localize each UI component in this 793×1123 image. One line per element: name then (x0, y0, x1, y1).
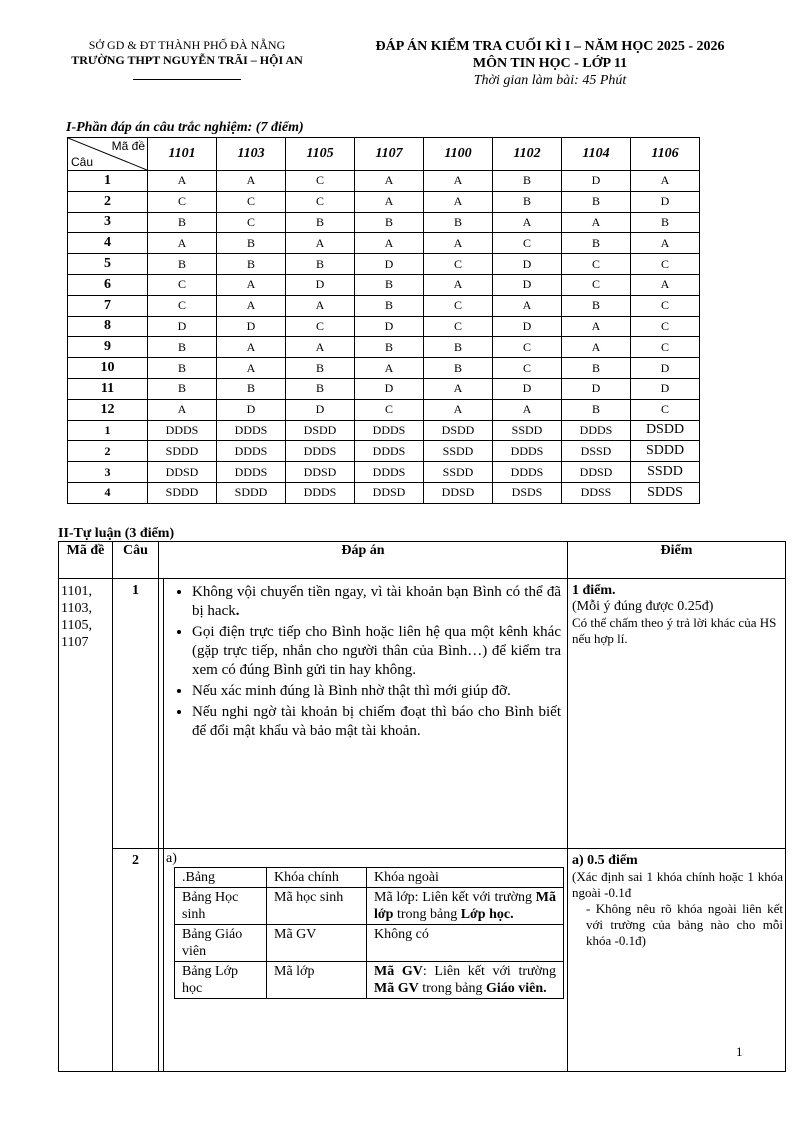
answer-bullet-list (164, 579, 567, 741)
question-number: 3 (68, 212, 148, 233)
answer-cell: A (424, 233, 493, 254)
answer-cell: SSDD (493, 420, 562, 441)
essay-header-points: Điểm (568, 542, 786, 579)
answer-cell: A (355, 233, 424, 254)
answer-cell: B (562, 399, 631, 420)
answer-cell: A (217, 171, 286, 192)
essay-header-row (59, 542, 786, 579)
essay-answer-q1 (159, 579, 568, 849)
answer-cell: B (148, 358, 217, 379)
answer-cell: A (355, 358, 424, 379)
answer-cell: C (148, 274, 217, 295)
answer-cell: A (631, 274, 700, 295)
document-title: ĐÁP ÁN KIỂM TRA CUỐI KÌ I – NĂM HỌC 2025 - 2026 (375, 39, 725, 54)
answer-cell: A (562, 212, 631, 233)
table-name: Bảng Giáo viên (175, 925, 267, 962)
answer-cell: DDDS (493, 462, 562, 483)
fk-bold: Mã GV (374, 964, 423, 979)
question-number: 8 (68, 316, 148, 337)
essay-question-number: 1 (113, 579, 159, 849)
fk-bold: Lớp học. (460, 907, 514, 922)
answer-cell: A (631, 171, 700, 192)
answer-cell: A (148, 399, 217, 420)
points-note: - Không nêu rõ khóa ngoài liên kết với trường của bảng nào cho mỗi khóa -0.1đ) (586, 901, 783, 948)
answer-cell: DDDS (355, 441, 424, 462)
answer-cell: SDDS (631, 482, 700, 503)
answer-bullet (192, 583, 561, 621)
essay-table (58, 541, 786, 1072)
code-header: 1103 (217, 138, 286, 171)
answer-cell: DDDS (286, 441, 355, 462)
answer-cell: B (148, 337, 217, 358)
answer-cell: A (424, 378, 493, 399)
question-number: 5 (68, 254, 148, 275)
answer-cell: D (562, 378, 631, 399)
answer-cell: SDDD (217, 482, 286, 503)
corner-question-label: Câu (71, 155, 94, 169)
answer-cell: A (631, 233, 700, 254)
answer-cell: B (355, 295, 424, 316)
answer-cell: B (493, 171, 562, 192)
mc-row (68, 274, 700, 295)
answer-cell: DDDS (217, 420, 286, 441)
question-number: 10 (68, 358, 148, 379)
answer-cell: DDDS (217, 462, 286, 483)
question-number: 11 (68, 378, 148, 399)
mc-header-row (68, 138, 700, 171)
answer-cell: D (217, 316, 286, 337)
foreign-key (367, 962, 564, 999)
mc-row (68, 254, 700, 275)
answer-cell: C (286, 171, 355, 192)
mc-row (68, 420, 700, 441)
mc-body (68, 171, 700, 504)
answer-cell: B (562, 295, 631, 316)
answer-cell: DDSD (562, 462, 631, 483)
answer-cell: SDDD (631, 441, 700, 462)
answer-cell: C (424, 295, 493, 316)
header-right (330, 39, 770, 89)
code-header: 1102 (493, 138, 562, 171)
keys-table (174, 867, 564, 999)
answer-cell: C (217, 191, 286, 212)
answer-cell: A (355, 191, 424, 212)
mc-row (68, 295, 700, 316)
mc-row (68, 462, 700, 483)
answer-cell: D (148, 316, 217, 337)
answer-cell: A (217, 295, 286, 316)
question-number: 12 (68, 399, 148, 420)
answer-cell: C (424, 254, 493, 275)
answer-cell: A (148, 233, 217, 254)
fk-bold: Mã GV (374, 981, 419, 996)
answer-cell: B (148, 212, 217, 233)
points-title: 1 điểm. (572, 583, 616, 598)
answer-cell: D (493, 378, 562, 399)
answer-cell: C (355, 399, 424, 420)
answer-box (163, 849, 567, 1071)
mc-row (68, 358, 700, 379)
answer-cell: C (493, 337, 562, 358)
essay-answer-q2 (159, 849, 568, 1072)
answer-cell: DSDD (631, 420, 700, 441)
fk-text: Mã lớp: Liên kết với trường (374, 890, 536, 905)
code-header: 1104 (562, 138, 631, 171)
answer-cell: B (562, 233, 631, 254)
question-number: 1 (68, 420, 148, 441)
essay-header-question: Câu (113, 542, 159, 579)
foreign-key: Không có (367, 925, 564, 962)
answer-cell: A (562, 316, 631, 337)
answer-cell: B (355, 274, 424, 295)
answer-cell: D (493, 316, 562, 337)
answer-cell: C (631, 295, 700, 316)
answer-cell: C (562, 254, 631, 275)
answer-cell: DDDS (355, 420, 424, 441)
answer-cell: D (562, 171, 631, 192)
answer-cell: C (631, 316, 700, 337)
answer-cell: B (148, 254, 217, 275)
answer-cell: C (562, 274, 631, 295)
fk-text: trong bảng (393, 907, 461, 922)
primary-key: Mã GV (267, 925, 367, 962)
mc-row (68, 441, 700, 462)
answer-cell: D (493, 274, 562, 295)
answer-cell: B (286, 378, 355, 399)
question-number: 2 (68, 441, 148, 462)
question-number: 6 (68, 274, 148, 295)
bullet-text: Nếu xác minh đúng là Bình nhờ thật thì mới giúp đỡ. (192, 683, 511, 699)
answer-cell: A (217, 274, 286, 295)
page-number: 1 (736, 1044, 743, 1059)
bullet-text: Nếu nghi ngờ tài khoản bị chiếm đoạt thì báo cho Bình biết để đổi mật khẩu và bảo mật tài khoản. (192, 704, 561, 739)
keys-header: Khóa chính (267, 868, 367, 888)
answer-cell: DSDD (424, 420, 493, 441)
answer-cell: DSDD (286, 420, 355, 441)
answer-cell: DDSS (562, 482, 631, 503)
answer-cell: D (217, 399, 286, 420)
answer-cell: B (424, 358, 493, 379)
answer-cell: A (424, 399, 493, 420)
answer-cell: DDDS (355, 462, 424, 483)
mc-row (68, 337, 700, 358)
answer-cell: B (286, 358, 355, 379)
answer-cell: A (424, 191, 493, 212)
points-note: (Mỗi ý đúng được 0.25đ) (572, 599, 714, 614)
mc-row (68, 171, 700, 192)
answer-cell: A (493, 295, 562, 316)
answer-cell: B (355, 212, 424, 233)
mc-row (68, 212, 700, 233)
answer-cell: C (493, 233, 562, 254)
answer-cell: A (562, 337, 631, 358)
answer-cell: C (631, 337, 700, 358)
part2-title: II-Tự luận (3 điểm) (58, 526, 175, 541)
answer-bullet (192, 682, 561, 701)
answer-cell: B (148, 378, 217, 399)
bullet-bold-tail: . (235, 603, 240, 619)
code-header: 1100 (424, 138, 493, 171)
essay-exam-codes: 1101, 1103, 1105, 1107 (59, 579, 113, 1072)
essay-question-number: 2 (113, 849, 159, 1072)
question-number: 4 (68, 482, 148, 503)
answer-cell: SSDD (424, 441, 493, 462)
keys-row (175, 888, 564, 925)
answer-cell: D (631, 191, 700, 212)
table-name: Bảng Lớp học (175, 962, 267, 999)
answer-box (163, 579, 567, 848)
header-divider (133, 79, 241, 80)
question-number: 7 (68, 295, 148, 316)
answer-cell: D (631, 378, 700, 399)
answer-cell: A (286, 337, 355, 358)
mc-row (68, 482, 700, 503)
answer-cell: DDDS (286, 482, 355, 503)
answer-bullet (192, 703, 561, 741)
answer-cell: A (424, 274, 493, 295)
school-name: TRƯỜNG THPT NGUYỄN TRÃI – HỘI AN (71, 53, 303, 67)
answer-cell: B (217, 233, 286, 254)
answer-cell: C (148, 295, 217, 316)
answer-cell: B (631, 212, 700, 233)
corner-code-label: Mã đề (111, 139, 145, 153)
answer-cell: SDDD (148, 441, 217, 462)
answer-cell: C (217, 212, 286, 233)
part1-title: I-Phần đáp án câu trắc nghiệm: (7 điểm) (66, 120, 304, 135)
keys-row (175, 962, 564, 999)
answer-cell: A (493, 212, 562, 233)
keys-header: Khóa ngoài (367, 868, 564, 888)
code-header: 1101 (148, 138, 217, 171)
question-number: 3 (68, 462, 148, 483)
answer-cell: B (286, 254, 355, 275)
answer-cell: B (493, 191, 562, 212)
answer-cell: C (148, 191, 217, 212)
answer-cell: C (424, 316, 493, 337)
answer-cell: A (424, 171, 493, 192)
answer-cell: A (286, 295, 355, 316)
essay-row-q1 (59, 579, 786, 849)
answer-cell: B (424, 337, 493, 358)
fk-text: : Liên kết với trường (422, 964, 556, 979)
answer-cell: SSDD (424, 462, 493, 483)
time-line: Thời gian làm bài: 45 Phút (473, 73, 627, 88)
answer-cell: D (493, 254, 562, 275)
primary-key: Mã lớp (267, 962, 367, 999)
answer-cell: C (493, 358, 562, 379)
mc-row (68, 399, 700, 420)
answer-cell: DDSD (424, 482, 493, 503)
part-label: a) (166, 851, 177, 866)
essay-row-q2 (59, 849, 786, 1072)
answer-cell: D (286, 274, 355, 295)
subject-line: MÔN TIN HỌC - LỚP 11 (472, 56, 628, 71)
table-name: Bảng Học sinh (175, 888, 267, 925)
points-note: Có thể chấm theo ý trả lời khác của HS nếu hợp lí. (572, 615, 777, 646)
multiple-choice-table (67, 137, 700, 504)
answer-cell: B (424, 212, 493, 233)
answer-cell: B (217, 254, 286, 275)
answer-cell: DDDS (562, 420, 631, 441)
keys-row (175, 925, 564, 962)
question-number: 9 (68, 337, 148, 358)
answer-cell: DDDS (148, 420, 217, 441)
answer-cell: B (562, 191, 631, 212)
mc-row (68, 233, 700, 254)
answer-cell: D (355, 254, 424, 275)
answer-cell: C (631, 254, 700, 275)
answer-cell: DDDS (493, 441, 562, 462)
answer-cell: A (286, 233, 355, 254)
answer-cell: A (493, 399, 562, 420)
answer-cell: C (286, 316, 355, 337)
answer-cell: B (217, 378, 286, 399)
header-left (62, 38, 312, 80)
mc-row (68, 191, 700, 212)
answer-cell: D (355, 378, 424, 399)
code-header: 1107 (355, 138, 424, 171)
answer-cell: B (355, 337, 424, 358)
answer-cell: A (217, 337, 286, 358)
fk-text: trong bảng (418, 981, 486, 996)
primary-key: Mã học sinh (267, 888, 367, 925)
answer-cell: DDDS (217, 441, 286, 462)
fk-bold: Giáo viên. (485, 981, 547, 996)
answer-cell: D (286, 399, 355, 420)
answer-cell: B (286, 212, 355, 233)
code-header: 1106 (631, 138, 700, 171)
answer-cell: D (355, 316, 424, 337)
answer-cell: DSSD (562, 441, 631, 462)
corner-cell (68, 138, 148, 171)
foreign-key (367, 888, 564, 925)
answer-cell: D (631, 358, 700, 379)
answer-cell: C (286, 191, 355, 212)
mc-row (68, 316, 700, 337)
code-header: 1105 (286, 138, 355, 171)
essay-header-code: Mã đề (59, 542, 113, 579)
question-number: 1 (68, 171, 148, 192)
answer-cell: A (148, 171, 217, 192)
answer-bullet (192, 623, 561, 680)
answer-cell: A (217, 358, 286, 379)
answer-cell: DDSD (355, 482, 424, 503)
bullet-text: Không vội chuyển tiền ngay, vì tài khoản bạn Bình có thể đã bị hack (192, 584, 561, 619)
department-name: SỞ GD & ĐT THÀNH PHỐ ĐÀ NẴNG (88, 38, 286, 52)
keys-header: .Bảng (175, 868, 267, 888)
answer-cell: DDSD (286, 462, 355, 483)
answer-cell: SDDD (148, 482, 217, 503)
keys-header-row (175, 868, 564, 888)
answer-cell: A (355, 171, 424, 192)
answer-cell: B (562, 358, 631, 379)
essay-header-answer: Đáp án (159, 542, 568, 579)
essay-points-q1 (568, 579, 786, 849)
fk-bold: Mã lớp (374, 890, 556, 922)
essay-points-q2 (568, 849, 786, 1072)
answer-cell: C (631, 399, 700, 420)
points-title: a) 0.5 điểm (572, 853, 638, 868)
question-number: 2 (68, 191, 148, 212)
bullet-text: Gọi điện trực tiếp cho Bình hoặc liên hệ qua một kênh khác (gặp trực tiếp, nhắn cho người thân của Bình…) để kiểm tra xem có đúng Bình gửi tin hay không. (192, 624, 561, 678)
answer-cell: SSDD (631, 462, 700, 483)
answer-cell: DDSD (148, 462, 217, 483)
mc-row (68, 378, 700, 399)
answer-cell: DSDS (493, 482, 562, 503)
points-note: (Xác định sai 1 khóa chính hoặc 1 khóa ngoài -0.1đ (572, 869, 783, 900)
question-number: 4 (68, 233, 148, 254)
